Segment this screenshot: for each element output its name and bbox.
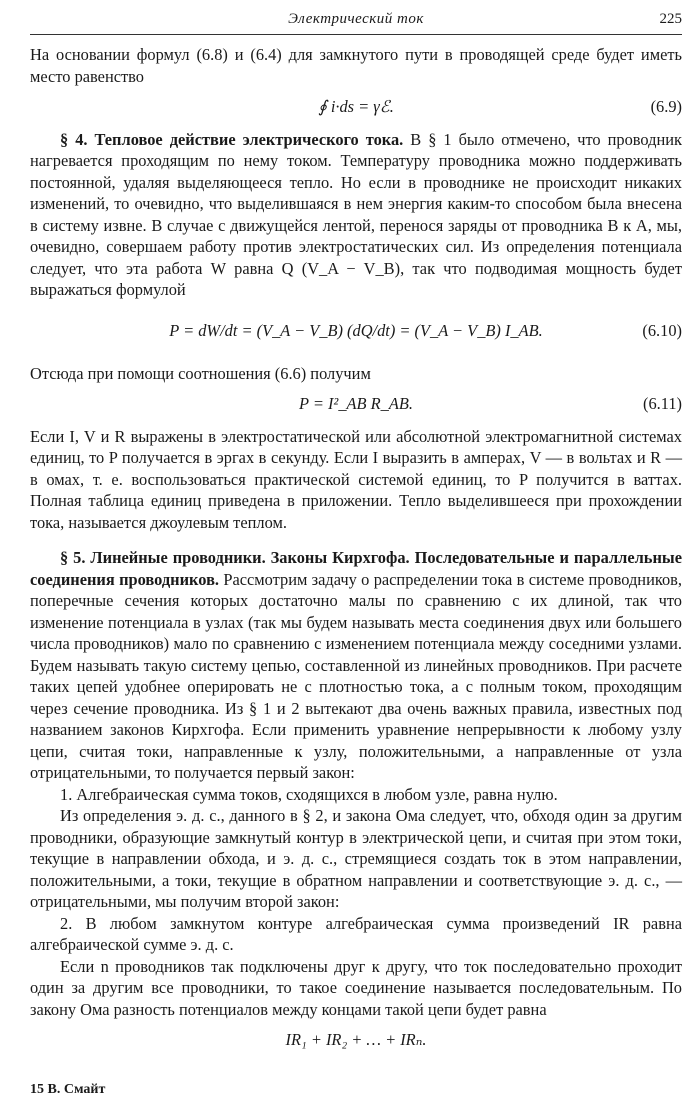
equation (30, 311, 682, 351)
paragraph (30, 784, 682, 806)
equation (30, 1029, 682, 1051)
equation-formula: ∮ i·ds = γℰ. (318, 97, 394, 116)
section-paragraph (30, 547, 682, 784)
equation-number: (6.11) (643, 394, 682, 413)
equation-formula: IR₁ + IR₂ + … + IRₙ. (285, 1030, 427, 1049)
paragraph (30, 956, 682, 1021)
paragraph-text: Рассмотрим задачу о распределении тока в системе проводников, поперечные сечения которых достаточно малы по сравнению с их длиной, так что изменение потенциала в узлах (так мы будем называть места соединения двух или большего числа проводников) мало по сравнению с изменением потенциала между соседними узлами. Будем называть такую систему цепью, составленной из линейных проводников. При расчете таких цепей удобнее оперировать не с плотностью тока, а с полным током, проходящим через сечение проводника. Из § 1 и 2 вытекают два очень важных правила, известных под названием законов Кирхгофа. Если применить уравнение непрерывности к любому узлу цепи, считая токи, направленные к узлу, положительными, а направленные от узла отрицательными, то получается первый закон: (30, 569, 682, 782)
paragraph-text: Если n проводников так подключены друг к другу, что ток последовательно проходит один за другим все проводники, то такое соединение называется последовательным. По закону Ома разность потенциалов между концами такой цепи будет равна (30, 956, 682, 1019)
paragraph-text: Если I, V и R выражены в электростатической или абсолютной электромагнитной системах единиц, то P получается в эргах в секунду. Если I выразить в амперах, V — в вольтах и R — в омах, т. е. воспользоваться практической системой единиц, то P получится в ваттах. Полная таблица единиц приведена в приложении. Тепло выделившееся при прохождении тока, называется джоулевым теплом. (30, 426, 682, 532)
paragraph (30, 805, 682, 913)
page-body (30, 44, 682, 1062)
paragraph-text: На основании формул (6.8) и (6.4) для замкнутого пути в проводящей среде будет иметь место равенство (30, 45, 682, 86)
header-title: Электрический ток (288, 11, 424, 27)
book-page (30, 0, 682, 1120)
paragraph (30, 426, 682, 534)
section-heading: § 5. Линейные проводники. Законы Кирхгофа. Последовательные и параллельные соединения проводников. (30, 548, 682, 589)
paragraph (30, 363, 682, 385)
paragraph-text: 2. В любом замкнутом контуре алгебраическая сумма произведений IR равна алгебраической сумме э. д. с. (30, 913, 682, 954)
paragraph-text: Из определения э. д. с., данного в § 2, и закона Ома следует, что, обходя один за другим проводники, образующие замкнутый контур в электрической цепи, и считая при этом токи, текущие в направлении обхода, и э. д. с., стремящиеся создать ток в этом направлении, положительными, а токи, текущие в обратном направлении и соответствующие э. д. с., — отрицательными, мы получим второй закон: (30, 806, 682, 911)
equation-number: (6.10) (642, 320, 682, 340)
equation (30, 393, 682, 415)
paragraph-text: 1. Алгебраическая сумма токов, сходящихся в любом узле, равна нулю. (60, 784, 558, 804)
equation-formula: P = dW/dt = (V_A − V_B) (dQ/dt) = (V_A − V_B) I_AB. (169, 320, 543, 340)
running-header (30, 10, 682, 35)
section-heading: § 4. Тепловое действие электрического тока. (60, 129, 404, 149)
paragraph-text: В § 1 было отмечено, что проводник нагревается проходящим по нему током. Температуру проводника можно поддерживать постоянной, удаляя выделяющееся тепло. Но если в проводнике не происходит никаких изменений, то очевидно, что выделившаяся в нем энергия каким-то способом была внесена в систему извне. В случае с движущейся лентой, перенося заряды от проводника B к A, мы, очевидно, совершаем работу против электростатических сил. Из определения потенциала следует, что эта работа W равна Q (V_A − V_B), так что подводимая мощность будет выражаться формулой (30, 129, 682, 299)
section-gap (30, 533, 682, 547)
equation-number: (6.9) (650, 97, 682, 116)
section-paragraph (30, 129, 682, 301)
equation (30, 96, 682, 118)
paragraph (30, 44, 682, 87)
signature-mark: 15 В. Смайт (30, 1082, 106, 1097)
paragraph (30, 913, 682, 956)
page-number: 225 (659, 11, 682, 27)
equation-formula: P = I²_AB R_AB. (299, 394, 413, 413)
paragraph-text: Отсюда при помощи соотношения (6.6) получим (30, 363, 371, 383)
